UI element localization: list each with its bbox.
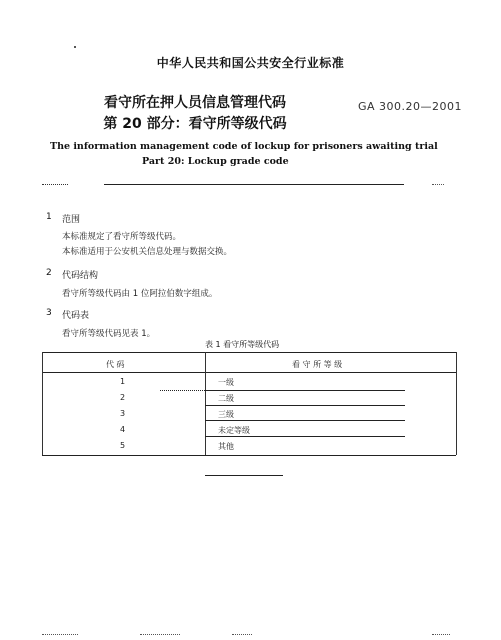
table-cell-grade: 未定等级 <box>218 426 250 435</box>
section-2-number: 2 <box>46 268 52 278</box>
footer-scan-mark <box>232 634 252 635</box>
section-3-paragraph-1: 看守所等级代码见表 1。 <box>62 329 156 339</box>
english-subtitle: Part 20: Lockup grade code <box>142 156 289 167</box>
table-header-code: 代 码 <box>106 360 125 369</box>
table-row-rule <box>205 390 405 391</box>
table-column-divider <box>205 352 206 455</box>
table-cell-grade: 二级 <box>218 394 234 403</box>
table-row-rule <box>205 405 405 406</box>
english-title: The information management code of lockup for prisoners awaiting trial <box>50 141 438 152</box>
footer-scan-mark <box>140 634 180 635</box>
table-bottom-rule <box>42 455 456 456</box>
section-1-heading: 范围 <box>62 215 81 225</box>
header-divider <box>104 184 404 185</box>
section-3-heading: 代码表 <box>62 311 90 321</box>
table-top-rule <box>42 352 456 353</box>
table-cell-grade: 其他 <box>218 442 234 451</box>
section-2-paragraph-1: 看守所等级代码由 1 位阿拉伯数字组成。 <box>62 289 218 299</box>
table-cell-code: 3 <box>120 409 126 418</box>
standard-number: GA 300.20—2001 <box>358 100 463 113</box>
document-subtitle: 第 20 部分：看守所等级代码 <box>103 116 287 132</box>
table-cell-code: 5 <box>120 441 126 450</box>
scan-speck <box>74 46 76 48</box>
section-2-heading: 代码结构 <box>62 271 99 281</box>
section-3-number: 3 <box>46 308 52 318</box>
table-cell-grade: 一级 <box>218 378 234 387</box>
table-cell-grade: 三级 <box>218 410 234 419</box>
footer-scan-mark <box>42 634 78 635</box>
standard-category-header: 中华人民共和国公共安全行业标准 <box>156 56 345 70</box>
section-1-paragraph-2: 本标准适用于公安机关信息处理与数据交换。 <box>62 247 233 257</box>
table-header-grade: 看 守 所 等 级 <box>292 360 343 369</box>
table-right-border <box>456 352 457 455</box>
end-of-document-rule <box>205 475 283 476</box>
table-cell-code: 2 <box>120 393 126 402</box>
section-1-paragraph-1: 本标准规定了看守所等级代码。 <box>62 232 182 242</box>
header-divider-dots <box>42 184 68 185</box>
header-divider-tick <box>432 184 444 185</box>
table-row-rule <box>160 390 205 391</box>
table-left-border <box>42 352 43 455</box>
document-title: 看守所在押人员信息管理代码 <box>104 95 286 111</box>
table-header-rule <box>42 372 456 373</box>
table-cell-code: 1 <box>120 377 126 386</box>
table-row-rule <box>205 436 405 437</box>
footer-scan-mark <box>432 634 450 635</box>
table-caption: 表 1 看守所等级代码 <box>205 340 280 349</box>
table-row-rule <box>205 420 405 421</box>
table-cell-code: 4 <box>120 425 126 434</box>
section-1-number: 1 <box>46 212 52 222</box>
